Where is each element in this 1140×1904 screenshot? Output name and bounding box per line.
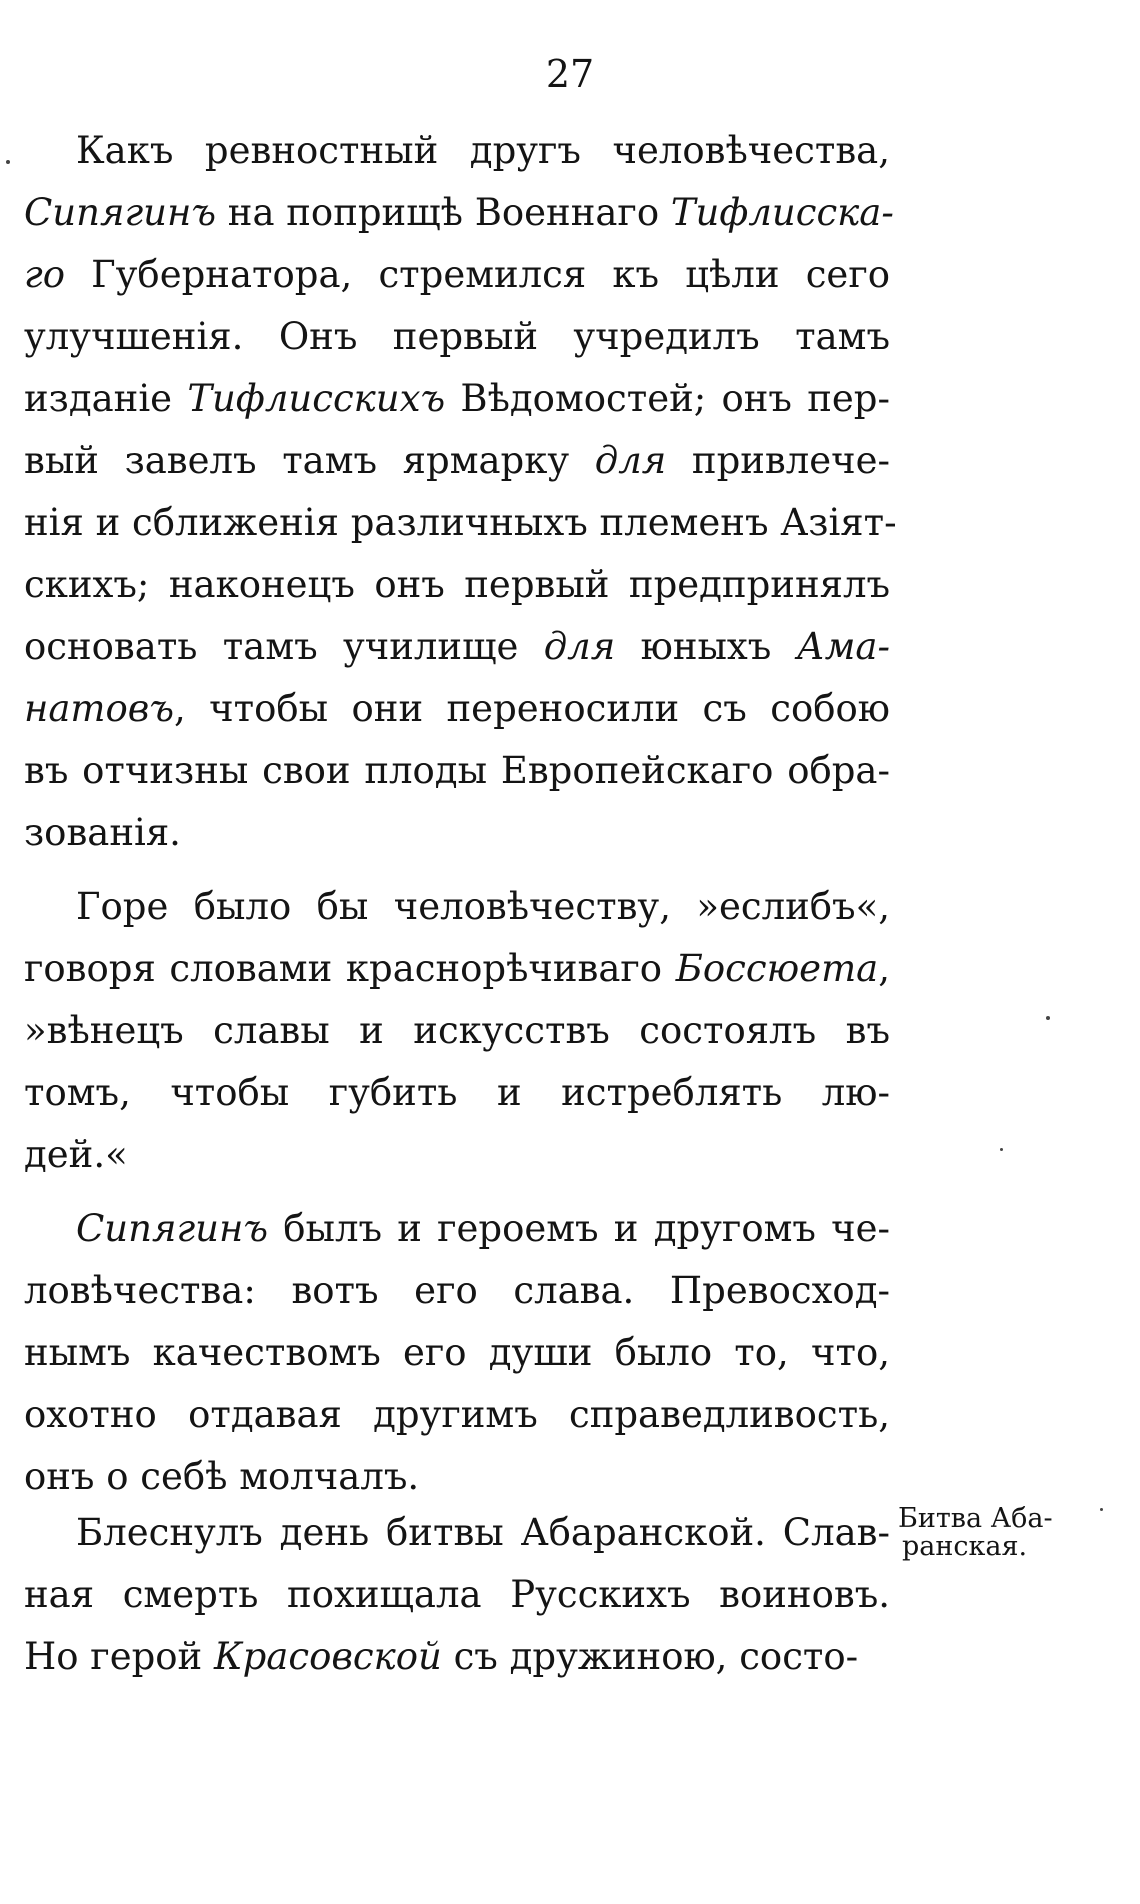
text-run: дей.« xyxy=(24,1133,128,1176)
text-line xyxy=(76,876,890,938)
text-run: на поприщѣ Военнаго xyxy=(216,191,671,234)
text-line xyxy=(24,678,890,740)
text-run: онъ о себѣ молчалъ. xyxy=(24,1455,420,1498)
text-run: вый завелъ тамъ ярмарку xyxy=(24,439,595,482)
text-run: скихъ; наконецъ онъ первый предпринялъ xyxy=(24,563,890,606)
italic-text-run: Тифлисскихъ xyxy=(187,377,446,420)
text-line xyxy=(76,1198,890,1260)
text-run: говоря словами краснорѣчиваго xyxy=(24,947,676,990)
text-line xyxy=(24,802,890,864)
text-run: Но герой xyxy=(24,1635,214,1678)
text-line xyxy=(76,1502,890,1564)
text-run: Горе было бы человѣчеству, »еслибъ«, xyxy=(76,885,890,928)
text-line xyxy=(24,368,890,430)
text-line xyxy=(24,1124,890,1186)
text-run: съ дружиною, состо- xyxy=(441,1635,859,1678)
text-run: былъ и героемъ и другомъ че- xyxy=(268,1207,890,1250)
ink-speck xyxy=(1000,1148,1003,1151)
italic-text-run: Тифлисска- xyxy=(670,191,894,234)
text-run: юныхъ xyxy=(615,625,797,668)
text-line xyxy=(24,1564,890,1626)
italic-text-run: го xyxy=(24,253,65,296)
text-run: нія и сближенія различныхъ племенъ Азіят- xyxy=(24,501,897,544)
text-line xyxy=(24,492,897,554)
text-run: Какъ ревностный другъ человѣчества, xyxy=(76,129,890,172)
text-line xyxy=(24,554,890,616)
text-run: Губернатора, стремился къ цѣли сего xyxy=(64,253,890,296)
text-run: Блеснулъ день битвы Абаранской. Слав- xyxy=(76,1511,890,1554)
text-line xyxy=(24,740,890,802)
text-run: основать тамъ училище xyxy=(24,625,544,668)
text-run: ловѣчества: вотъ его слава. Превосход- xyxy=(24,1269,890,1312)
text-line xyxy=(24,1062,890,1124)
italic-text-run: для xyxy=(543,625,616,668)
text-run: нымъ качествомъ его души было то, что, xyxy=(24,1331,890,1374)
italic-text-run: Сипягинъ xyxy=(24,191,217,234)
text-line xyxy=(24,1260,890,1322)
italic-text-run: натовъ xyxy=(24,687,174,730)
text-run: , чтобы они переносили съ собою xyxy=(174,687,890,730)
page-number: 27 xyxy=(545,52,595,96)
text-run: привлече- xyxy=(666,439,891,482)
italic-text-run: Ама- xyxy=(796,625,890,668)
text-line xyxy=(24,938,890,1000)
text-run: томъ, чтобы губить и истреблять лю- xyxy=(24,1071,890,1114)
text-line xyxy=(24,1626,890,1688)
text-line xyxy=(76,120,890,182)
text-run: »вѣнецъ славы и искусствъ состоялъ въ xyxy=(24,1009,890,1052)
text-line xyxy=(24,1000,890,1062)
text-line xyxy=(24,430,890,492)
text-run: охотно отдавая другимъ справедливость, xyxy=(24,1393,890,1436)
text-line xyxy=(24,616,890,678)
margin-note-line-1: Битва Аба- xyxy=(898,1503,1053,1534)
text-line xyxy=(24,1384,890,1446)
text-run: ная смерть похищала Русскихъ воиновъ. xyxy=(24,1573,890,1616)
text-run: въ отчизны свои плоды Европейскаго обра- xyxy=(24,749,890,792)
text-line xyxy=(24,244,890,306)
ink-speck xyxy=(6,160,10,164)
ink-speck xyxy=(1046,1016,1050,1020)
text-run: изданіе xyxy=(24,377,188,420)
ink-speck xyxy=(1100,1508,1103,1511)
text-run: Вѣдомостей; онъ пер- xyxy=(445,377,890,420)
italic-text-run: для xyxy=(594,439,667,482)
margin-note-line-2: ранская. xyxy=(902,1531,1028,1562)
text-line xyxy=(24,306,890,368)
text-line xyxy=(24,1446,890,1508)
italic-text-run: Сипягинъ xyxy=(76,1207,269,1250)
text-run: зованія. xyxy=(24,811,181,854)
italic-text-run: Боссюета xyxy=(675,947,879,990)
text-run: улучшенія. Онъ первый учредилъ тамъ xyxy=(24,315,890,358)
italic-text-run: Красовской xyxy=(213,1635,442,1678)
text-line xyxy=(24,1322,890,1384)
text-run: , xyxy=(878,947,890,990)
text-line xyxy=(24,182,894,244)
